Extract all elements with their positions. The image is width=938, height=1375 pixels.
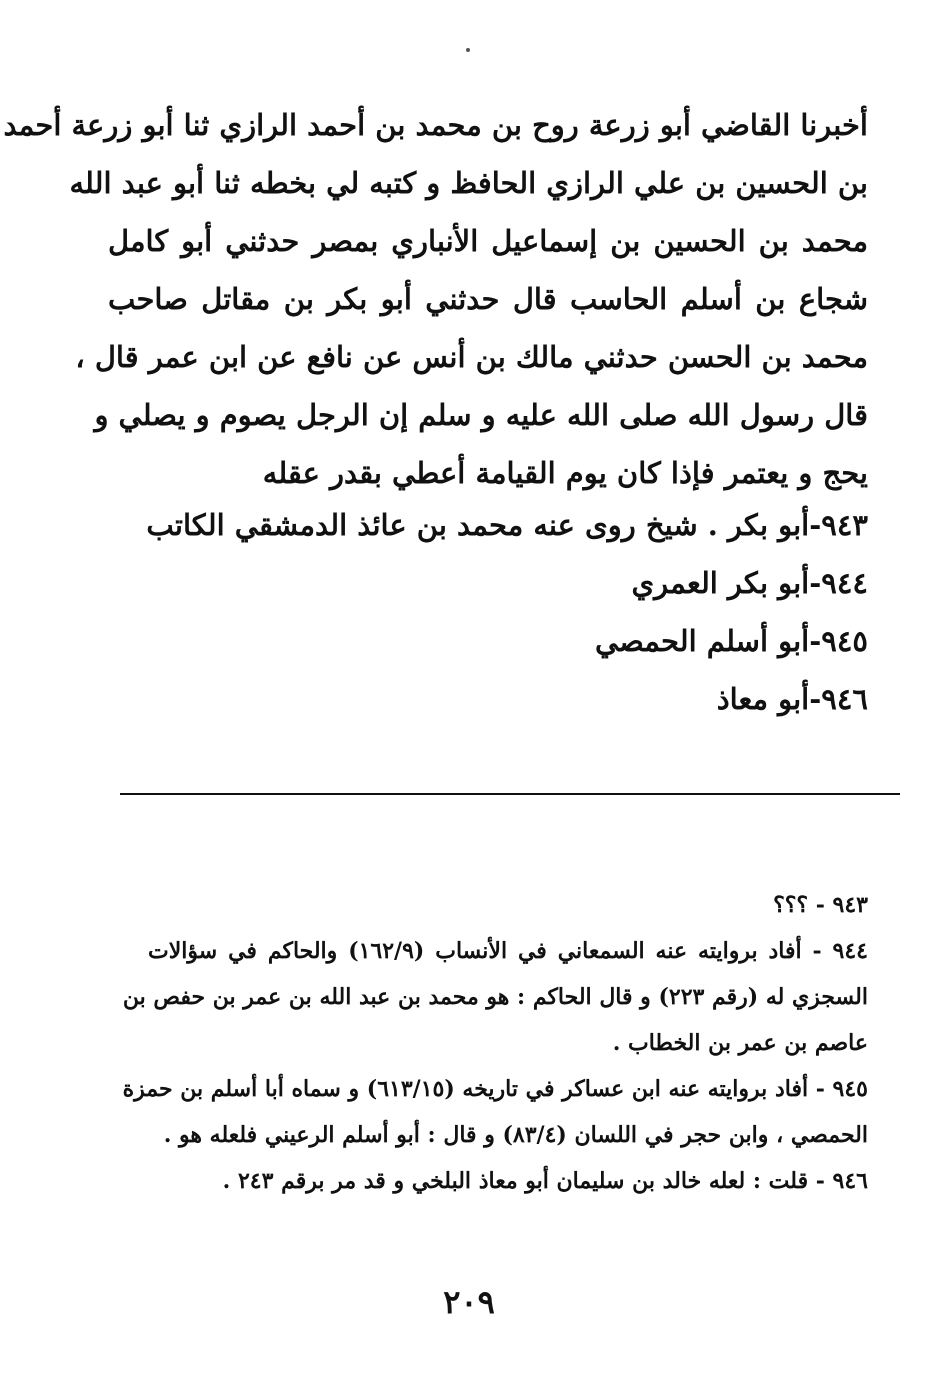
entry-944	[108, 554, 868, 612]
main-text-line: قال رسول الله صلى الله عليه و سلم إن الرجل يصوم و يصلي و	[94, 398, 868, 432]
footnote-line: السجزي له (رقم ٢٢٣) و قال الحاكم : هو محمد بن عبد الله بن عمر بن حفص بن	[122, 984, 868, 1010]
footnote-line: عاصم بن عمر بن الخطاب .	[612, 1030, 868, 1056]
entry-945	[108, 612, 868, 670]
entry-text: -أبو أسلم الحمصي	[594, 624, 822, 658]
entry-943	[108, 496, 868, 554]
entry-946	[108, 670, 868, 728]
entry-number: ٩٤٥	[821, 624, 868, 658]
footnote-line: ٩٤٥ - أفاد بروايته عنه ابن عساكر في تاريخه (٦١٣/١٥) و سماه أبا أسلم بن حمزة	[122, 1076, 868, 1102]
main-text	[3, 96, 868, 502]
page-number: ٢٠٩	[443, 1283, 495, 1321]
footnote-line: ٩٤٣ - ؟؟؟	[773, 892, 868, 918]
main-text-line: بن الحسين بن علي الرازي الحافظ و كتبه لي بخطه ثنا أبو عبد الله	[69, 166, 868, 200]
footnote-divider	[120, 793, 900, 795]
entry-text: -أبو معاذ	[716, 682, 822, 716]
footnote-line: الحمصي ، وابن حجر في اللسان (٨٣/٤) و قال : أبو أسلم الرعيني فلعله هو .	[163, 1122, 868, 1148]
top-mark	[466, 48, 470, 52]
footnote-line: ٩٤٦ - قلت : لعله خالد بن سليمان أبو معاذ البلخي و قد مر برقم ٢٤٣ .	[222, 1168, 868, 1194]
footnotes	[122, 882, 868, 1204]
entry-number: ٩٤٣	[821, 508, 868, 542]
main-text-line: يحج و يعتمر فإذا كان يوم القيامة أعطي بقدر عقله	[262, 456, 868, 490]
entry-text: -أبو بكر العمري	[631, 566, 822, 600]
entry-number: ٩٤٤	[821, 566, 868, 600]
entry-list	[108, 496, 868, 728]
main-text-line: محمد بن الحسين بن إسماعيل الأنباري بمصر حدثني أبو كامل	[108, 224, 868, 258]
entry-text: -أبو بكر . شيخ روى عنه محمد بن عائذ الدمشقي الكاتب	[146, 508, 822, 542]
footnote-line: ٩٤٤ - أفاد بروايته عنه السمعاني في الأنساب (١٦٢/٩) والحاكم في سؤالات	[148, 938, 868, 964]
main-text-line: شجاع بن أسلم الحاسب قال حدثني أبو بكر بن مقاتل صاحب	[108, 282, 868, 316]
entry-number: ٩٤٦	[821, 682, 868, 716]
main-text-line: أخبرنا القاضي أبو زرعة روح بن محمد بن أحمد الرازي ثنا أبو زرعة أحمد	[3, 108, 868, 142]
main-text-line: محمد بن الحسن حدثني مالك بن أنس عن نافع عن ابن عمر قال ،	[75, 340, 868, 374]
